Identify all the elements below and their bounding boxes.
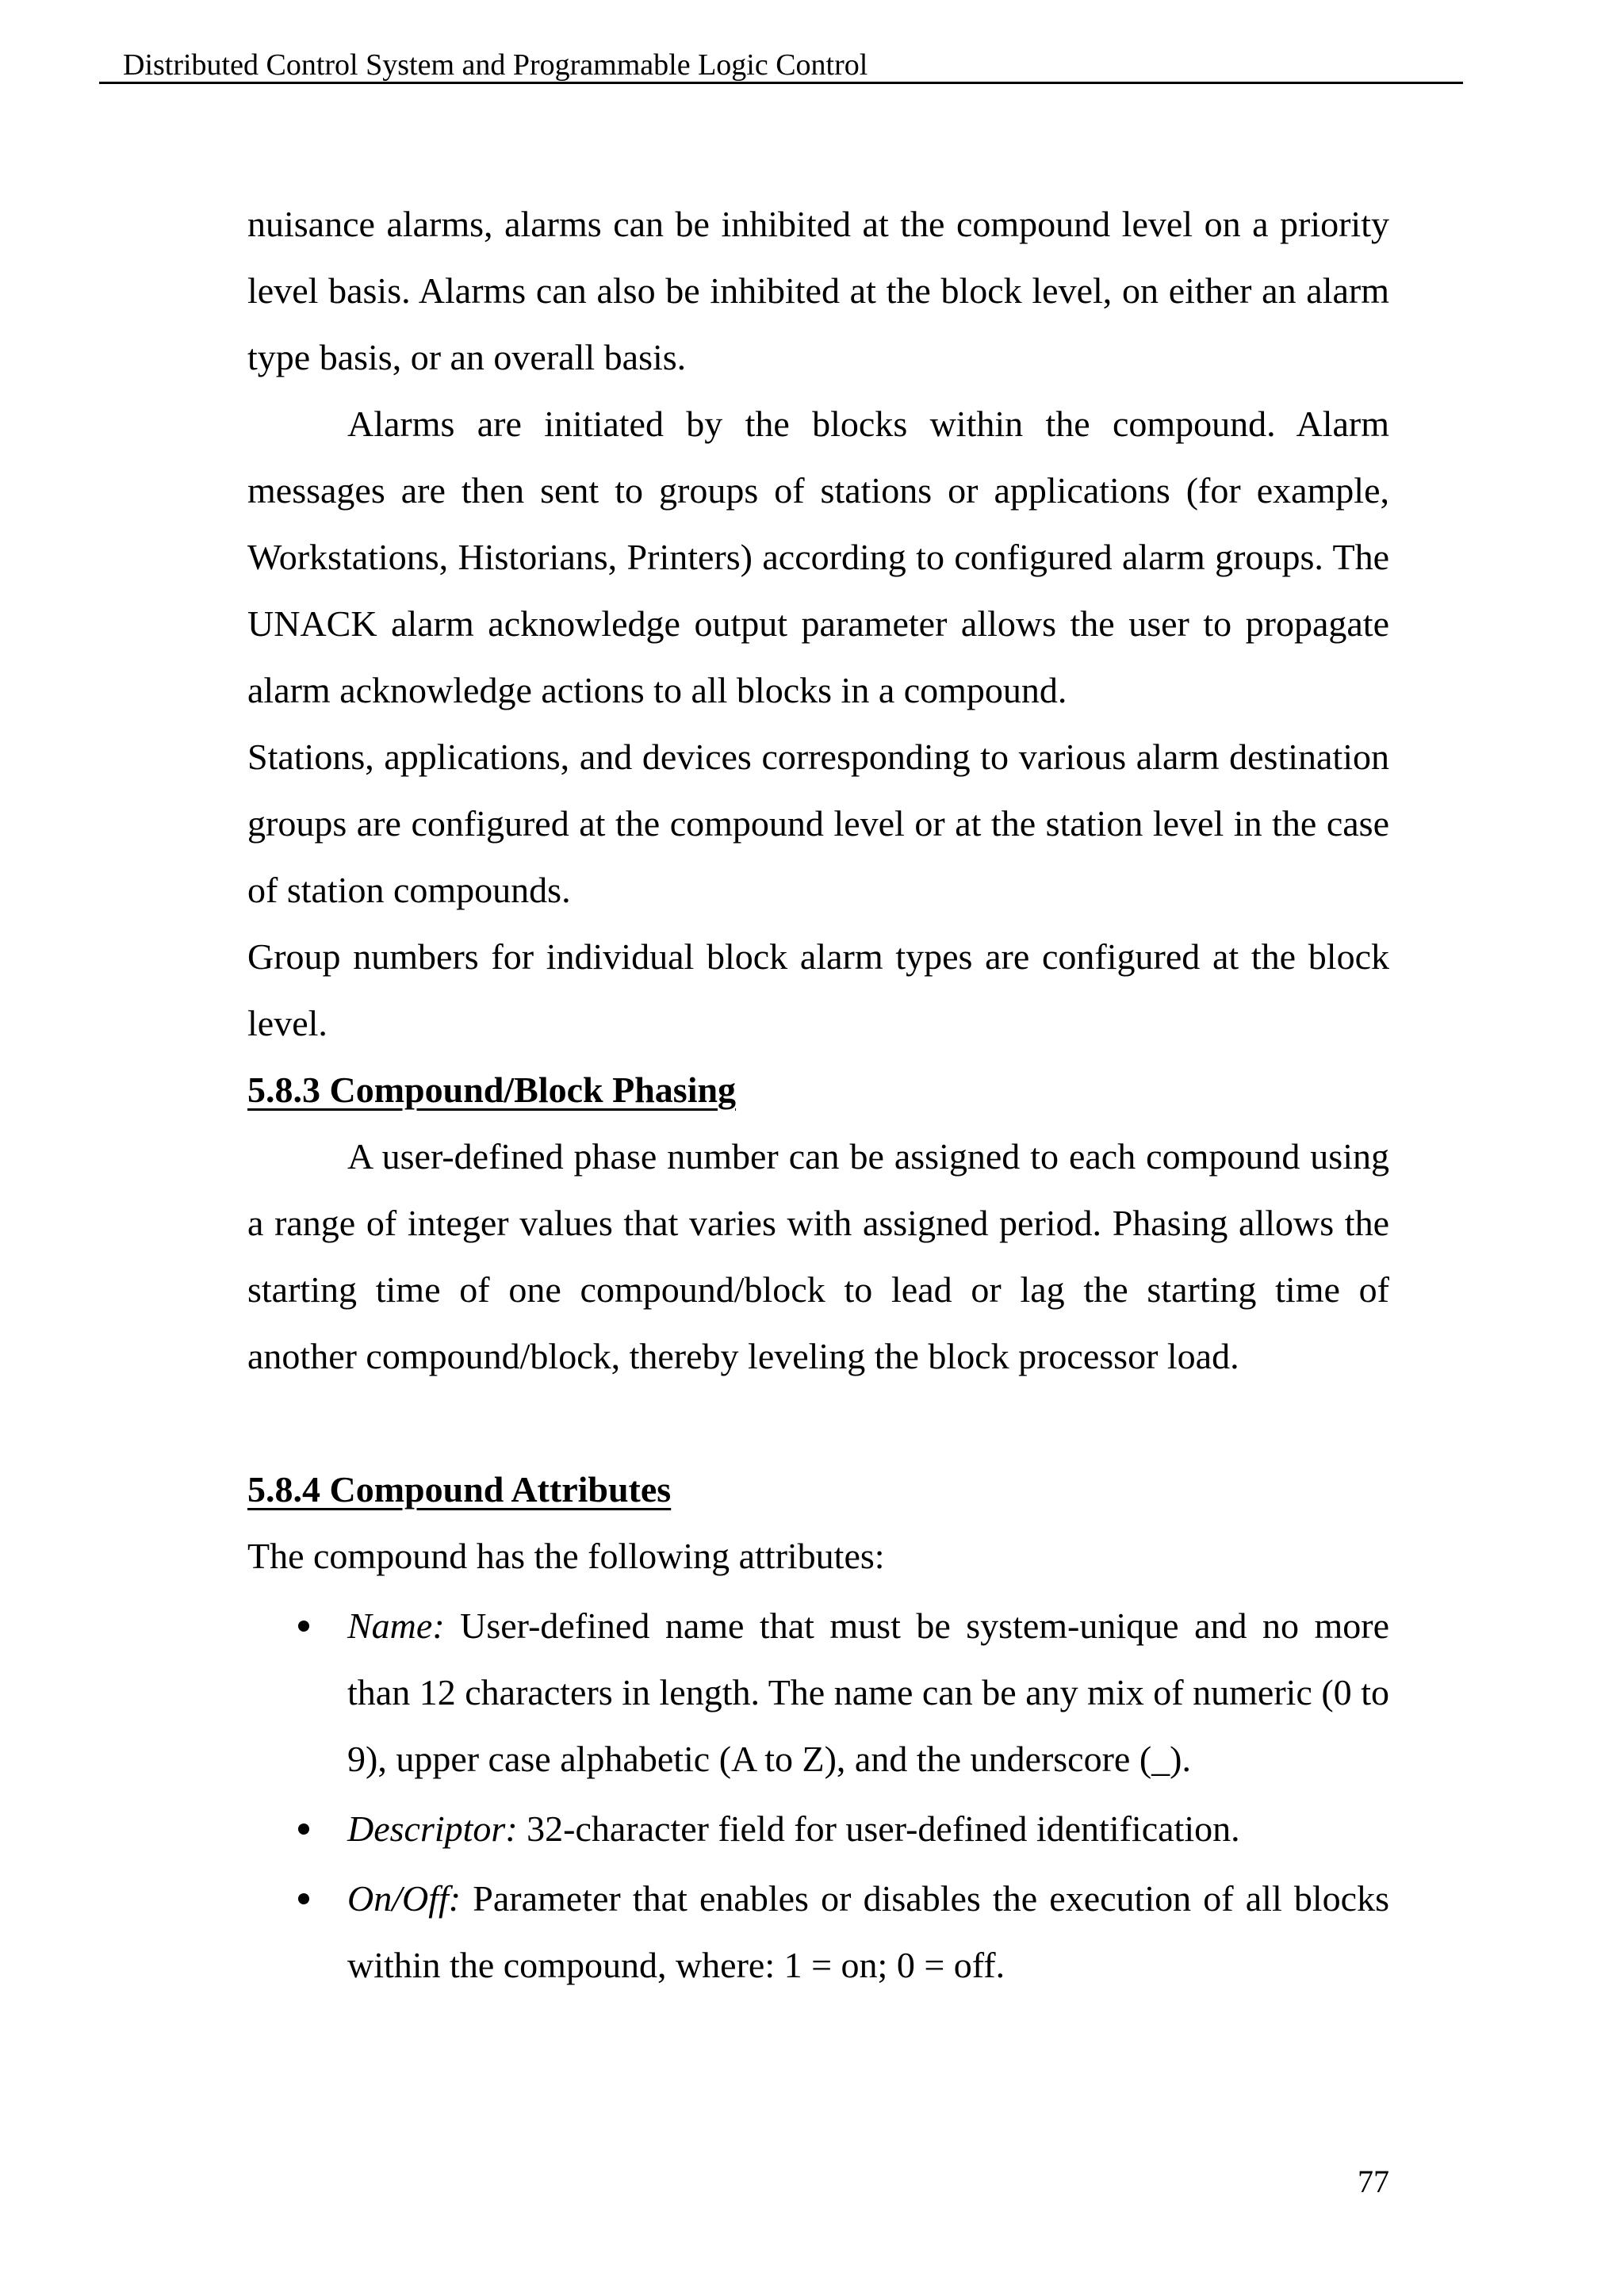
page-number: 77 (1358, 2164, 1389, 2199)
paragraph-alarm-initiation: Alarms are initiated by the blocks within the compound. Alarm messages are then sent to groups of stations or applications (for example, Workstations, Historians, Printers) according to configured alarm groups. The UNACK alarm acknowledge output parameter allows the user to propagate alarm acknowledge actions to all blocks in a compound. (247, 404, 1389, 710)
page-body (247, 191, 1389, 2002)
bullet-icon (298, 1823, 309, 1835)
list-item (247, 1796, 1389, 1862)
section-heading-attributes: 5.8.4 Compound Attributes (247, 1469, 672, 1510)
attribute-description: 32-character field for user-defined identification. (517, 1808, 1240, 1849)
paragraph-attributes-intro: The compound has the following attributes: (247, 1536, 885, 1576)
running-header-title: Distributed Control System and Programmable Logic Control (123, 48, 868, 82)
attribute-term: On/Off: (347, 1878, 462, 1919)
attribute-term: Descriptor: (347, 1808, 518, 1849)
section-heading-phasing: 5.8.3 Compound/Block Phasing (247, 1070, 737, 1110)
list-item (247, 1866, 1389, 1999)
attribute-description: Parameter that enables or disables the execution of all blocks within the compound, where: 1 = on; 0 = off. (347, 1878, 1389, 1985)
list-item (247, 1593, 1389, 1793)
paragraph-alarm-inhibit: nuisance alarms, alarms can be inhibited at the compound level on a priority level basis. Alarms can also be inhibited at the block level, on either an alarm type basis, or an overall basis. (247, 204, 1389, 377)
section-gap (247, 1390, 1389, 1456)
bullet-icon (298, 1621, 309, 1632)
attribute-list (247, 1593, 1389, 1999)
page-header (99, 46, 1463, 84)
paragraph-phasing: A user-defined phase number can be assigned to each compound using a range of integer values that varies with assigned period. Phasing allows the starting time of one compound/block to lead or lag the starting time of another compound/block, thereby leveling the block processor load. (247, 1136, 1389, 1376)
paragraph-alarm-destination: Stations, applications, and devices corresponding to various alarm destination groups are configured at the compound level or at the station level in the case of station compounds. (247, 737, 1389, 910)
attribute-term: Name: (347, 1605, 445, 1646)
paragraph-group-numbers: Group numbers for individual block alarm types are configured at the block level. (247, 936, 1389, 1043)
attribute-description: User-defined name that must be system-unique and no more than 12 characters in length. The name can be any mix of numeric (0 to 9), upper case alphabetic (A to Z), and the underscore (_). (347, 1605, 1389, 1779)
bullet-icon (298, 1893, 309, 1904)
